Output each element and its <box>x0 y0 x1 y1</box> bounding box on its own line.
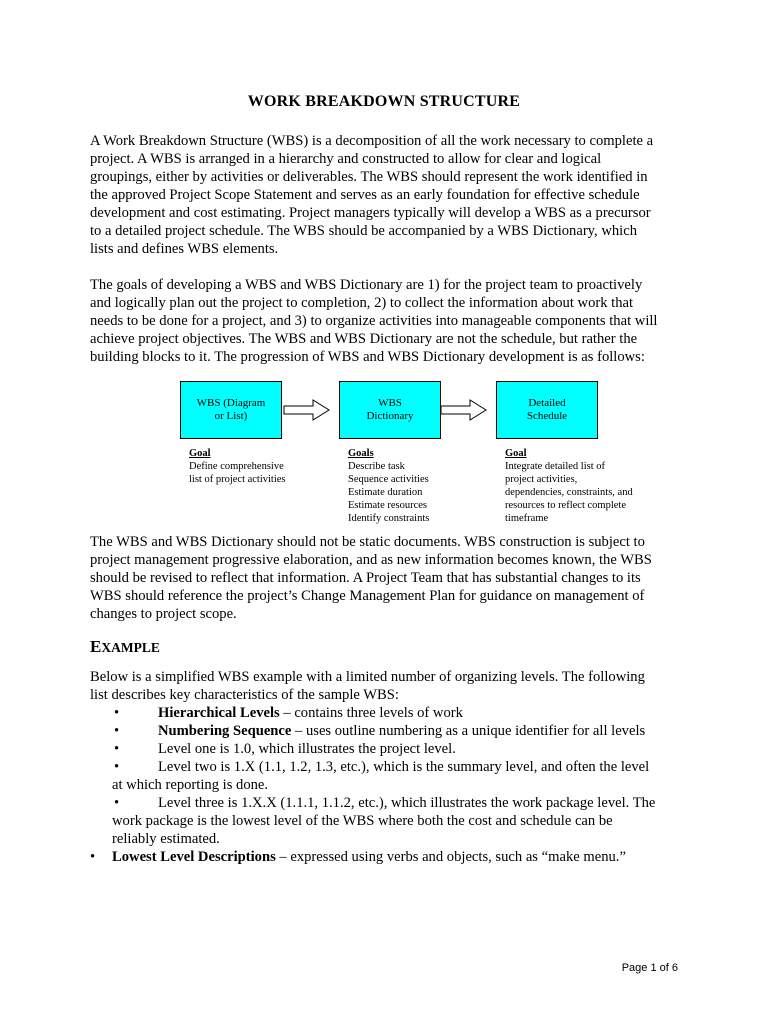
list-item <box>90 722 700 740</box>
right-arrow-icon <box>283 399 331 421</box>
goal-item: project activities, <box>505 474 578 485</box>
item-text-continuation: reliably estimated. <box>112 831 220 847</box>
text-line: project management progressive elaboration, and as new information becomes known, the WBS <box>90 552 652 568</box>
characteristics-list <box>90 704 700 866</box>
goal-item: timeframe <box>505 513 549 524</box>
text-line: groupings, either by activities or deliverables. The WBS should represent the work identified in <box>90 169 648 185</box>
text-line: achieve project objectives. The WBS and WBS Dictionary are not the schedule, but rather the <box>90 331 638 347</box>
goal-item: resources to reflect complete <box>505 500 626 511</box>
list-item <box>90 794 700 848</box>
text-line: development and cost estimating. Project managers typically will develop a WBS as a precursor <box>90 205 651 221</box>
list-item <box>90 740 700 758</box>
goal-item: Estimate duration <box>348 487 423 498</box>
bullet-icon: • <box>114 705 120 721</box>
item-label: Numbering Sequence <box>158 723 292 739</box>
goal-list-schedule <box>505 447 633 525</box>
text-line: to a detailed project schedule. The WBS should be accompanied by a WBS Dictionary, which <box>90 223 637 239</box>
bullet-icon: • <box>114 759 120 775</box>
goal-heading: Goals <box>348 448 374 459</box>
list-item <box>90 848 700 866</box>
item-label: Lowest Level Descriptions <box>112 849 276 865</box>
box-label: Detailed <box>528 397 566 409</box>
diagram-box-dictionary <box>339 381 441 439</box>
example-paragraph <box>90 668 690 704</box>
item-text: – contains three levels of work <box>279 705 463 721</box>
right-arrow-icon <box>440 399 488 421</box>
goal-list-dictionary <box>348 447 429 525</box>
text-line: lists and defines WBS elements. <box>90 241 279 257</box>
item-text-continuation: at which reporting is done. <box>112 777 269 793</box>
list-item <box>90 704 700 722</box>
goal-heading: Goal <box>189 448 211 459</box>
diagram-box-wbs <box>180 381 282 439</box>
goal-list-wbs <box>189 447 286 486</box>
goal-item: Describe task <box>348 461 405 472</box>
item-label: Hierarchical Levels <box>158 705 280 721</box>
text-line: project. A WBS is arranged in a hierarchy and constructed to allow for clear and logical <box>90 151 602 167</box>
goal-item: Integrate detailed list of <box>505 461 606 472</box>
page-number: Page 1 of 6 <box>621 962 678 974</box>
text-line: should be revised to reflect that information. A Project Team that has substantial changes to its <box>90 570 641 586</box>
goal-item: Sequence activities <box>348 474 429 485</box>
bullet-icon: • <box>114 741 120 757</box>
intro-paragraph <box>90 132 690 258</box>
box-label: WBS (Diagram <box>196 397 266 409</box>
box-label: Dictionary <box>366 410 414 422</box>
text-line: The goals of developing a WBS and WBS Dictionary are 1) for the project team to proactively <box>90 277 643 293</box>
goal-item: Define comprehensive <box>189 461 284 472</box>
text-line: building blocks to it. The progression of WBS and WBS Dictionary development is as follows: <box>90 349 645 365</box>
goal-item: Estimate resources <box>348 500 428 511</box>
goal-item: list of project activities <box>189 474 286 485</box>
goals-paragraph <box>90 276 690 366</box>
text-line: changes to project scope. <box>90 606 237 622</box>
section-heading-example <box>90 637 160 657</box>
text-line: A Work Breakdown Structure (WBS) is a decomposition of all the work necessary to complete a <box>90 133 654 149</box>
box-label: Schedule <box>526 410 568 422</box>
item-text: Level three is 1.X.X (1.1.1, 1.1.2, etc.), which illustrates the work package level. The <box>158 795 656 811</box>
item-text: Level one is 1.0, which illustrates the project level. <box>158 741 456 757</box>
item-text: – expressed using verbs and objects, such as “make menu.” <box>275 849 626 865</box>
box-label: WBS <box>378 397 402 409</box>
goal-item: dependencies, constraints, and <box>505 487 633 498</box>
text-line: and logically plan out the project to completion, 2) to collect the information about work that <box>90 295 634 311</box>
static-paragraph <box>90 533 690 623</box>
goal-heading: Goal <box>505 448 527 459</box>
bullet-icon: • <box>114 723 120 739</box>
text-line: needs to be done for a project, and 3) to organize activities into manageable components that will <box>90 313 658 329</box>
box-label: or List) <box>214 410 248 422</box>
section-heading-rest: XAMPLE <box>101 640 160 655</box>
diagram-box-schedule <box>496 381 598 439</box>
item-text: Level two is 1.X (1.1, 1.2, 1.3, etc.), which is the summary level, and often the level <box>158 759 650 775</box>
item-text: – uses outline numbering as a unique identifier for all levels <box>291 723 646 739</box>
text-line: Below is a simplified WBS example with a limited number of organizing levels. The following <box>90 669 645 685</box>
text-line: the approved Project Scope Statement and serves as an early foundation for effective schedule <box>90 187 640 203</box>
bullet-icon: • <box>90 849 96 865</box>
page-title: WORK BREAKDOWN STRUCTURE <box>247 93 521 110</box>
goal-item: Identify constraints <box>348 513 430 524</box>
item-text-continuation: work package is the lowest level of the WBS where both the cost and schedule can be <box>112 813 613 829</box>
section-heading-initial: E <box>90 637 102 656</box>
bullet-icon: • <box>114 795 120 811</box>
text-line: The WBS and WBS Dictionary should not be static documents. WBS construction is subject to <box>90 534 645 550</box>
list-item <box>90 758 700 794</box>
text-line: WBS should reference the project’s Change Management Plan for guidance on management of <box>90 588 645 604</box>
text-line: list describes key characteristics of the sample WBS: <box>90 687 399 703</box>
